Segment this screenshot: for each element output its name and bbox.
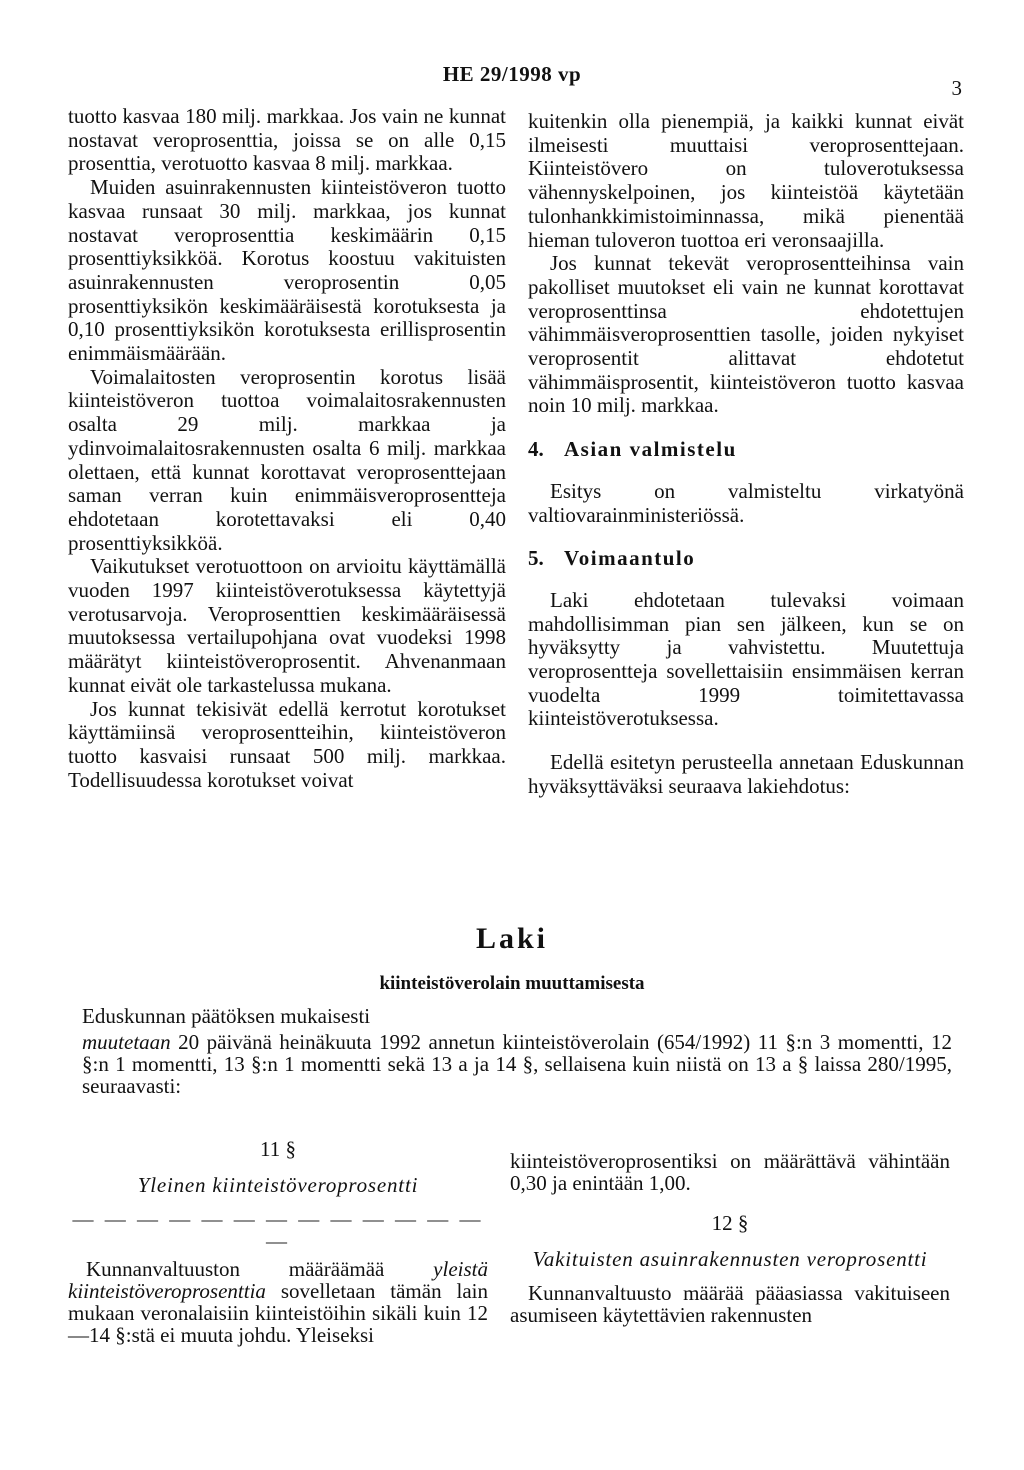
- paragraph: Vaikutukset verotuottoon on arvioitu käyttämällä vuoden 1997 kiinteistöverotuksessa käytettyjä verotusarvoja. Veroprosenttien keskimääräisessä muutoksessa vertailupohjana ovat vuodeksi 1998 määrätyt kiinteistöveroprosentit. Ahvenanmaan kunnat eivät ole tarkastelussa mukana.: [68, 554, 506, 697]
- section-heading-4: [528, 438, 964, 462]
- section-heading: Yleinen kiinteistöveroprosentti: [137, 1173, 419, 1197]
- section-number: 5.: [528, 546, 544, 571]
- section-heading: Vakituisten asuinrakennusten veroprosentti: [532, 1247, 928, 1271]
- section-text: Kunnanvaltuuston määräämää yleistä kiinteistöveroprosenttia sovelletaan tämän lain mukaan veronalaisiin kiinteistöihin sikäli kuin 12—14 §:stä ei muuta johdu. Yleiseksi: [68, 1257, 488, 1347]
- section-text-continued: kiinteistöveroprosentiksi on määrättävä vähintään 0,30 ja enintään 1,00.: [510, 1149, 950, 1195]
- section-title: Voimaantulo: [564, 546, 696, 571]
- left-column: [68, 105, 506, 792]
- amend-word: muutetaan: [82, 1030, 171, 1054]
- omission-dashes: — — — — — — — — — — — — — —: [72, 1207, 484, 1253]
- paragraph: Voimalaitosten veroprosentin korotus lisää kiinteistöveron tuottoa voimalaitosrakennusten osalta 29 milj. markkaa ja ydinvoimalaitosrakennusten osalta 6 milj. markkaa olettaen, että kunnat korottavat veroprosenttejaan saman verran kuin enimmäisveroprosentteja ehdotetaan korotettavaksi eli 0,40 prosenttiyksikköä.: [68, 364, 506, 555]
- section-11: [68, 1138, 488, 1346]
- paragraph: kuitenkin olla pienempiä, ja kaikki kunnat eivät ilmeisesti muuttaisi veroprosenttejaan. Kiinteistövero on tuloverotuksessa vähennyskelpoinen, jos kiinteistöä käytetään tulonhankkimistoiminnassa, mikä pienentää hieman tuloveron tuottoa eri veronsaajilla.: [528, 109, 964, 252]
- page-number: 3: [951, 76, 962, 100]
- section-11-continued-and-12: [510, 1150, 950, 1326]
- paragraph: Muiden asuinrakennusten kiinteistöveron tuotto kasvaa runsaat 30 milj. markkaa, jos kunnat nostavat veroprosenttia keskimäärin 0,15 prosenttiyksikköä. Korotus koostuu vakituisten asuinrakennusten veroprosentin 0,05 prosenttiyksikön keskimääräisestä korotuksesta ja 0,10 prosenttiyksikön korotuksesta erillisprosentin enimmäismäärään.: [68, 175, 506, 366]
- paragraph: Jos kunnat tekisivät edellä kerrotut korotukset käyttämiinsä veroprosentteihin, kiinteistöveron tuotto kasvaisi runsaat 500 milj. markkaa. Todellisuudessa korotukset voivat: [68, 696, 506, 792]
- document-reference: HE 29/1998 vp: [442, 62, 582, 86]
- section-heading-5: [528, 547, 964, 571]
- section-number: 4.: [528, 437, 544, 462]
- right-column: [528, 110, 964, 799]
- section-number: 11 §: [260, 1137, 296, 1161]
- amendment-clause: [82, 1031, 952, 1097]
- paragraph: tuotto kasvaa 180 milj. markkaa. Jos vain ne kunnat nostavat veroprosenttia, joissa se on alle 0,15 prosenttia, verotuotto kasvaa 8 milj. markkaa.: [68, 104, 506, 176]
- paragraph: Esitys on valmisteltu virkatyönä valtiovarainministeriössä.: [528, 478, 964, 527]
- paragraph: Laki ehdotetaan tulevaksi voimaan mahdollisimman pian sen jälkeen, kun se on hyväksytty ja vahvistettu. Muutettuja veroprosentteja sovellettaisiin ensimmäisen kerran vuodelta 1999 toimitettavassa kiinteistöverotuksessa.: [528, 587, 964, 731]
- law-subtitle: kiinteistöverolain muuttamisesta: [379, 973, 645, 994]
- page-header: [0, 62, 1024, 100]
- paragraph: Jos kunnat tekevät veroprosentteihinsa vain pakolliset muutokset eli vain ne kunnat korottavat veroprosenttinsa ehdotettujen vähimmäisveroprosenttien tasolle, joiden nykyiset veroprosentit alittavat ehdotetut vähimmäisprosentit, kiinteistöveron tuotto kasvaa noin 10 milj. markkaa.: [528, 251, 964, 418]
- section-number: 12 §: [711, 1211, 749, 1235]
- paragraph: Edellä esitetyn perusteella annetaan Eduskunnan hyväksyttäväksi seuraava lakiehdotus:: [528, 750, 964, 798]
- section-text: Kunnanvaltuusto määrää pääasiassa vakituiseen asumiseen käytettävien rakennusten: [510, 1281, 950, 1327]
- law-title: Laki: [475, 922, 549, 955]
- law-preamble: [82, 1005, 952, 1097]
- amend-text: 20 päivänä heinäkuuta 1992 annetun kiinteistöverolain (654/1992) 11 §:n 3 momentti, 12 §:n 1 momentti, 13 §:n 1 momentti sekä 13 a ja 14 §, sellaisena kuin niistä on 13 a § laissa 280/1995, seuraavasti:: [82, 1030, 952, 1098]
- preamble-line: Eduskunnan päätöksen mukaisesti: [82, 1004, 371, 1028]
- section-title: Asian valmistelu: [564, 437, 737, 462]
